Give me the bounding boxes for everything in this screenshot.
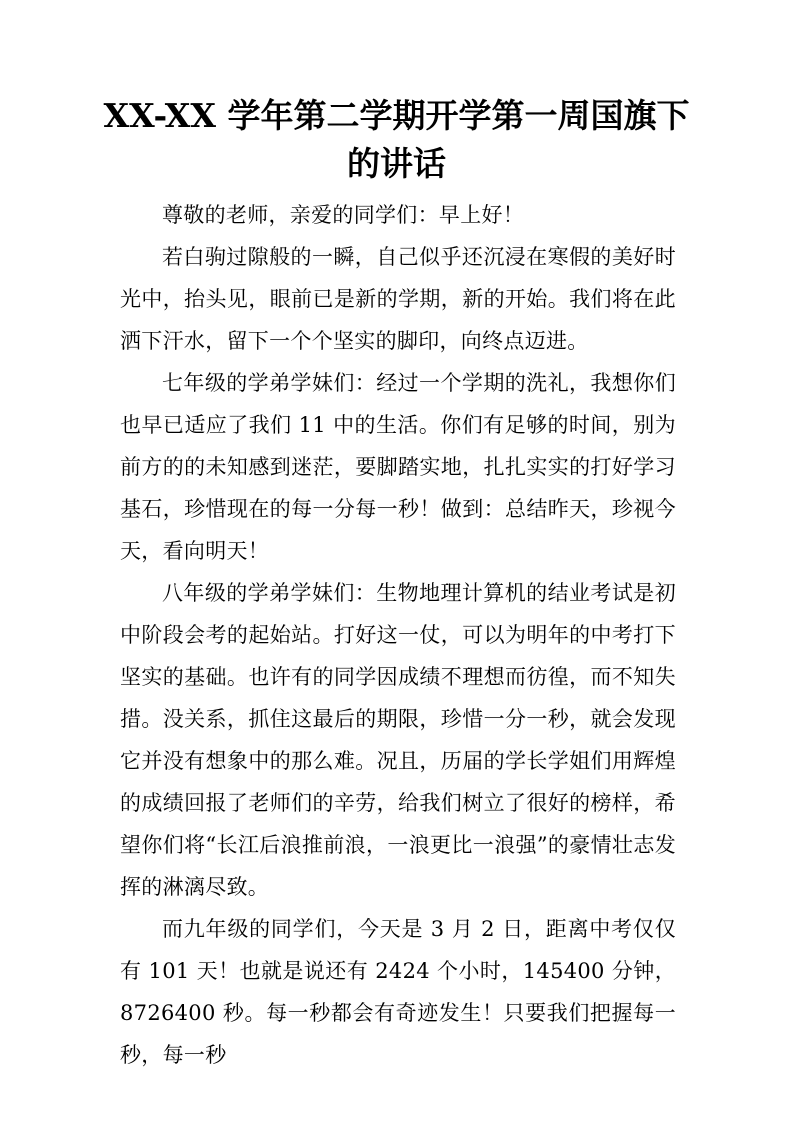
paragraph-new-semester: 若白驹过隙般的一瞬，自己似乎还沉浸在寒假的美好时光中，抬头见，眼前已是新的学期，新的开始。我们将在此洒下汗水，留下一个个坚实的脚印，向终点迈进。 (120, 245, 676, 353)
paragraph-grade-eight: 八年级的学弟学妹们：生物地理计算机的结业考试是初中阶段会考的起始站。打好这一仗，可以为明年的中考打下坚实的基础。也许有的同学因成绩不理想而彷徨，而不知失措。没关系，抓住这最后的期限，珍惜一分一秒，就会发现它并没有想象中的那么难。况且，历届的学长学姐们用辉煌的成绩回报了老师们的辛劳，给我们树立了很好的榜样，希望你们将“长江后浪推前浪，一浪更比一浪强”的豪情壮志发挥的淋漓尽致。 (120, 581, 676, 899)
paragraph-grade-seven: 七年级的学弟学妹们：经过一个学期的洗礼，我想你们也早已适应了我们 11 中的生活。你们有足够的时间，别为前方的的未知感到迷茫，要脚踏实地，扎扎实实的打好学习基石，珍惜现在的每一分每一秒！做到：总结昨天，珍视今天，看向明天！ (120, 371, 676, 563)
paragraph-grade-nine: 而九年级的同学们，今天是 3 月 2 日，距离中考仅仅有 101 天！也就是说还有 2424 个小时，145400 分钟，8726400 秒。每一秒都会有奇迹发生！只要我们把握每一秒，每一秒 (120, 917, 676, 1067)
document-body (120, 194, 676, 1076)
paragraph-greeting: 尊敬的老师，亲爱的同学们：早上好！ (162, 203, 525, 227)
document-title: XX-XX 学年第二学期开学第一周国旗下的讲话 (103, 96, 690, 183)
